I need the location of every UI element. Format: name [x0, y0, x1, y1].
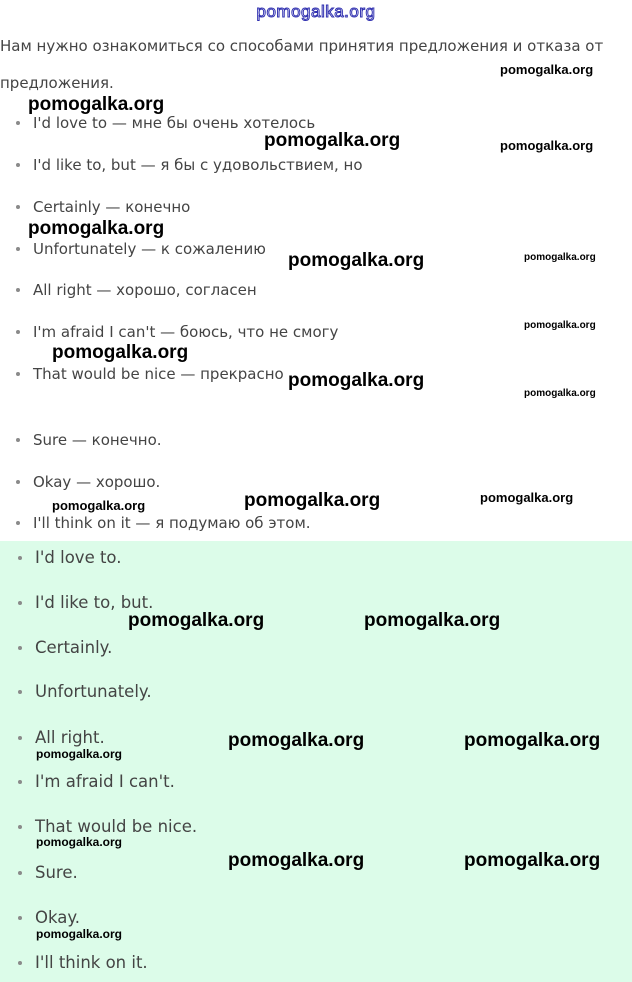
watermark: pomogalka.org	[480, 490, 574, 505]
list-item	[18, 682, 152, 701]
intro-paragraph: Нам нужно ознакомиться со способами принятия предложения и отказа от предложения.	[0, 37, 604, 92]
watermark: pomogalka.org	[288, 370, 425, 391]
phrase-text: I'll think on it — я подумаю об этом.	[33, 514, 311, 532]
answer-panel	[0, 541, 632, 982]
phrase-text: I'd like to, but — я бы с удовольствием, но	[33, 156, 363, 174]
watermark: pomogalka.org	[52, 498, 146, 513]
answer-text: Unfortunately.	[35, 682, 152, 701]
list-item	[16, 431, 162, 449]
watermark: pomogalka.org	[524, 388, 596, 399]
list-item	[18, 908, 80, 927]
watermark: pomogalka.org	[28, 94, 165, 115]
phrase-text: I'm afraid I can't — боюсь, что не смогу	[33, 323, 339, 341]
watermark: pomogalka.org	[244, 490, 381, 511]
watermark: pomogalka.org	[288, 250, 425, 271]
answer-text: I'm afraid I can't.	[35, 772, 175, 791]
watermark: pomogalka.org	[28, 218, 165, 239]
list-item	[16, 514, 311, 532]
watermark: pomogalka.org	[228, 850, 365, 871]
phrase-text: That would be nice — прекрасно	[33, 365, 284, 383]
list-item	[16, 198, 190, 216]
watermark: pomogalka.org	[364, 610, 501, 631]
phrase-text: Sure — конечно.	[33, 431, 162, 449]
list-item	[16, 240, 266, 258]
phrase-text: Okay — хорошо.	[33, 473, 161, 491]
phrase-text: Unfortunately — к сожалению	[33, 240, 266, 258]
watermark: pomogalka.org	[464, 730, 601, 751]
list-item	[18, 728, 105, 747]
list-item	[16, 281, 257, 299]
watermark: pomogalka.org	[36, 927, 123, 941]
watermark: pomogalka.org	[500, 138, 594, 153]
answer-text: All right.	[35, 728, 105, 747]
watermark: pomogalka.org	[52, 342, 189, 363]
list-item	[16, 156, 363, 174]
answer-text: Certainly.	[35, 638, 113, 657]
answer-text: That would be nice.	[35, 817, 198, 836]
list-item	[16, 365, 284, 383]
list-item	[18, 953, 148, 972]
watermark: pomogalka.org	[228, 730, 365, 751]
list-item	[18, 817, 197, 836]
header-watermark: pomogalka.org	[256, 2, 376, 21]
answer-text: I'd like to, but.	[35, 593, 154, 612]
list-item	[16, 473, 160, 491]
list-item	[18, 548, 121, 567]
phrase-text: All right — хорошо, согласен	[33, 281, 257, 299]
answer-text: Okay.	[35, 908, 81, 927]
list-item	[18, 863, 78, 882]
answer-text: I'll think on it.	[35, 953, 148, 972]
answer-text: Sure.	[35, 863, 78, 882]
watermark: pomogalka.org	[524, 320, 596, 331]
answer-text: I'd love to.	[35, 548, 122, 567]
watermark: pomogalka.org	[264, 130, 401, 151]
list-item	[16, 323, 338, 341]
watermark: pomogalka.org	[524, 252, 596, 263]
watermark: pomogalka.org	[128, 610, 265, 631]
watermark: pomogalka.org	[36, 747, 123, 761]
list-item	[18, 772, 175, 791]
phrase-text: I'd love to — мне бы очень хотелось	[33, 114, 316, 132]
watermark: pomogalka.org	[36, 835, 123, 849]
list-item	[18, 638, 112, 657]
phrase-text: Certainly — конечно	[33, 198, 191, 216]
watermark: pomogalka.org	[500, 62, 594, 77]
watermark: pomogalka.org	[464, 850, 601, 871]
